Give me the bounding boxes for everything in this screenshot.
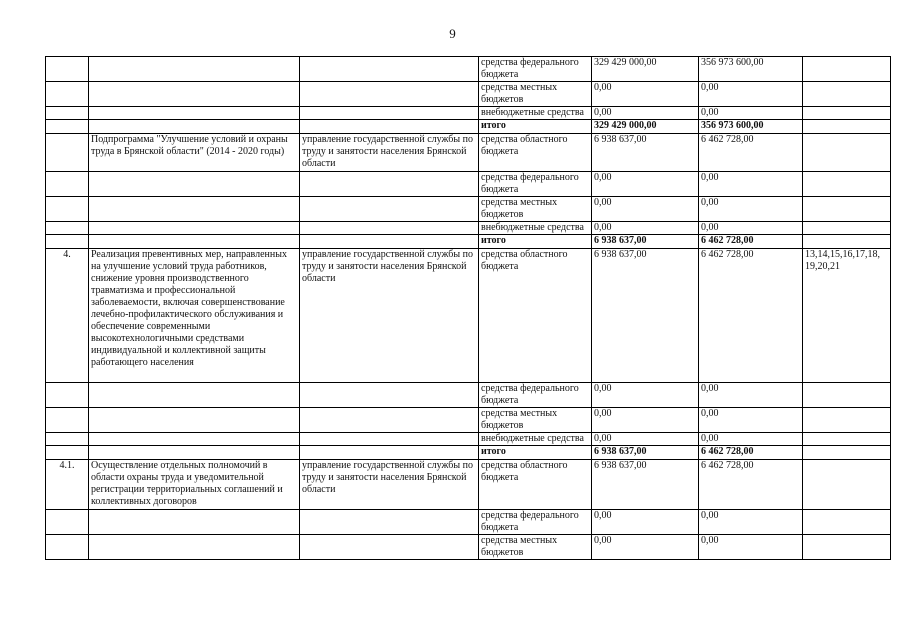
funding-source-cell: средства местных бюджетов <box>479 408 592 433</box>
table-row <box>46 120 891 134</box>
funding-source-cell: средства федерального бюджета <box>479 57 592 82</box>
indicator-ref-cell <box>803 222 891 235</box>
funding-source-cell: внебюджетные средства <box>479 107 592 120</box>
executor-cell <box>300 535 479 560</box>
executor-cell <box>300 383 479 408</box>
activity-name-cell <box>89 510 300 535</box>
row-number-cell <box>46 172 89 197</box>
amount-year-2-cell: 0,00 <box>699 172 803 197</box>
executor-cell <box>300 197 479 222</box>
activity-name-cell <box>89 57 300 82</box>
amount-year-2-cell: 6 462 728,00 <box>699 235 803 249</box>
indicator-ref-cell <box>803 57 891 82</box>
funding-source-cell: средства областного бюджета <box>479 249 592 383</box>
row-number-cell <box>46 107 89 120</box>
row-number-cell <box>46 510 89 535</box>
amount-year-2-cell: 0,00 <box>699 408 803 433</box>
amount-year-2-cell: 0,00 <box>699 107 803 120</box>
amount-year-1-cell: 6 938 637,00 <box>592 446 699 460</box>
executor-cell <box>300 57 479 82</box>
amount-year-1-cell: 0,00 <box>592 222 699 235</box>
executor-cell: управление государственной службы по труду и занятости населения Брянской области <box>300 249 479 383</box>
table-row <box>46 107 891 120</box>
indicator-ref-cell <box>803 383 891 408</box>
executor-cell: управление государственной службы по труду и занятости населения Брянской области <box>300 460 479 510</box>
funding-source-cell: средства областного бюджета <box>479 460 592 510</box>
budget-table <box>45 56 891 560</box>
table-row <box>46 134 891 172</box>
row-number-cell <box>46 57 89 82</box>
table-body <box>46 57 891 560</box>
indicator-ref-cell <box>803 134 891 172</box>
amount-year-1-cell: 0,00 <box>592 535 699 560</box>
indicator-ref-cell <box>803 446 891 460</box>
table-row <box>46 172 891 197</box>
row-number-cell <box>46 535 89 560</box>
amount-year-1-cell: 6 938 637,00 <box>592 235 699 249</box>
row-number-cell <box>46 222 89 235</box>
funding-source-cell: средства местных бюджетов <box>479 82 592 107</box>
table-row <box>46 460 891 510</box>
amount-year-2-cell: 0,00 <box>699 510 803 535</box>
table-row <box>46 433 891 446</box>
activity-name-cell <box>89 120 300 134</box>
amount-year-2-cell: 356 973 600,00 <box>699 120 803 134</box>
row-number-cell <box>46 408 89 433</box>
table-row <box>46 383 891 408</box>
amount-year-1-cell: 0,00 <box>592 82 699 107</box>
amount-year-2-cell: 0,00 <box>699 433 803 446</box>
activity-name-cell <box>89 82 300 107</box>
activity-name-cell <box>89 535 300 560</box>
executor-cell <box>300 433 479 446</box>
activity-name-cell <box>89 172 300 197</box>
executor-cell <box>300 408 479 433</box>
indicator-ref-cell <box>803 408 891 433</box>
amount-year-2-cell: 0,00 <box>699 222 803 235</box>
table-row <box>46 249 891 383</box>
executor-cell <box>300 120 479 134</box>
amount-year-1-cell: 0,00 <box>592 107 699 120</box>
executor-cell: управление государственной службы по труду и занятости населения Брянской области <box>300 134 479 172</box>
funding-source-cell: итого <box>479 120 592 134</box>
indicator-ref-cell <box>803 510 891 535</box>
indicator-ref-cell <box>803 197 891 222</box>
funding-source-cell: итого <box>479 446 592 460</box>
funding-source-cell: средства областного бюджета <box>479 134 592 172</box>
funding-source-cell: средства местных бюджетов <box>479 535 592 560</box>
row-number-cell <box>46 82 89 107</box>
activity-name-cell <box>89 197 300 222</box>
amount-year-1-cell: 6 938 637,00 <box>592 460 699 510</box>
table-row <box>46 82 891 107</box>
row-number-cell <box>46 383 89 408</box>
page-number: 9 <box>449 26 456 41</box>
funding-source-cell: внебюджетные средства <box>479 222 592 235</box>
funding-source-cell: итого <box>479 235 592 249</box>
funding-source-cell: средства федерального бюджета <box>479 172 592 197</box>
table-row <box>46 446 891 460</box>
row-number-cell <box>46 134 89 172</box>
indicator-ref-cell <box>803 172 891 197</box>
executor-cell <box>300 222 479 235</box>
activity-name-cell <box>89 433 300 446</box>
row-number-cell <box>46 235 89 249</box>
executor-cell <box>300 235 479 249</box>
funding-source-cell: средства федерального бюджета <box>479 383 592 408</box>
table-row <box>46 535 891 560</box>
activity-name-cell <box>89 408 300 433</box>
activity-name-cell: Осуществление отдельных полномочий в области охраны труда и уведомительной регистрации территориальных соглашений и коллективных договоров <box>89 460 300 510</box>
amount-year-1-cell: 0,00 <box>592 383 699 408</box>
table-row <box>46 408 891 433</box>
amount-year-1-cell: 6 938 637,00 <box>592 249 699 383</box>
amount-year-1-cell: 0,00 <box>592 510 699 535</box>
table-row <box>46 235 891 249</box>
amount-year-1-cell: 0,00 <box>592 408 699 433</box>
amount-year-2-cell: 6 462 728,00 <box>699 460 803 510</box>
funding-source-cell: внебюджетные средства <box>479 433 592 446</box>
activity-name-cell: Реализация превентивных мер, направленных на улучшение условий труда работников, снижение уровня производственного травматизма и профессиональной заболеваемости, включая совершенствование лечебно-профилактического обслуживания и обеспечение современными высокотехнологичными средствами индивидуальной и коллективной защиты работающего населения <box>89 249 300 383</box>
executor-cell <box>300 510 479 535</box>
row-number-cell: 4. <box>46 249 89 383</box>
row-number-cell <box>46 433 89 446</box>
amount-year-2-cell: 6 462 728,00 <box>699 249 803 383</box>
indicator-ref-cell: 13,14,15,16,17,18, 19,20,21 <box>803 249 891 383</box>
table-row <box>46 197 891 222</box>
funding-source-cell: средства федерального бюджета <box>479 510 592 535</box>
indicator-ref-cell <box>803 460 891 510</box>
executor-cell <box>300 82 479 107</box>
table-row <box>46 222 891 235</box>
amount-year-2-cell: 0,00 <box>699 383 803 408</box>
amount-year-1-cell: 6 938 637,00 <box>592 134 699 172</box>
indicator-ref-cell <box>803 120 891 134</box>
executor-cell <box>300 172 479 197</box>
amount-year-2-cell: 6 462 728,00 <box>699 446 803 460</box>
indicator-ref-cell <box>803 235 891 249</box>
executor-cell <box>300 107 479 120</box>
activity-name-cell <box>89 446 300 460</box>
row-number-cell: 4.1. <box>46 460 89 510</box>
amount-year-1-cell: 0,00 <box>592 197 699 222</box>
funding-source-cell: средства местных бюджетов <box>479 197 592 222</box>
indicator-ref-cell <box>803 107 891 120</box>
indicator-ref-cell <box>803 535 891 560</box>
executor-cell <box>300 446 479 460</box>
row-number-cell <box>46 446 89 460</box>
table-row <box>46 510 891 535</box>
activity-name-cell: Подпрограмма "Улучшение условий и охраны труда в Брянской области" (2014 - 2020 годы) <box>89 134 300 172</box>
row-number-cell <box>46 120 89 134</box>
amount-year-1-cell: 0,00 <box>592 172 699 197</box>
amount-year-1-cell: 329 429 000,00 <box>592 57 699 82</box>
indicator-ref-cell <box>803 433 891 446</box>
row-number-cell <box>46 197 89 222</box>
amount-year-2-cell: 6 462 728,00 <box>699 134 803 172</box>
activity-name-cell <box>89 383 300 408</box>
amount-year-1-cell: 0,00 <box>592 433 699 446</box>
amount-year-2-cell: 0,00 <box>699 82 803 107</box>
activity-name-cell <box>89 222 300 235</box>
amount-year-2-cell: 356 973 600,00 <box>699 57 803 82</box>
indicator-ref-cell <box>803 82 891 107</box>
activity-name-cell <box>89 107 300 120</box>
amount-year-1-cell: 329 429 000,00 <box>592 120 699 134</box>
amount-year-2-cell: 0,00 <box>699 197 803 222</box>
activity-name-cell <box>89 235 300 249</box>
amount-year-2-cell: 0,00 <box>699 535 803 560</box>
table-row <box>46 57 891 82</box>
